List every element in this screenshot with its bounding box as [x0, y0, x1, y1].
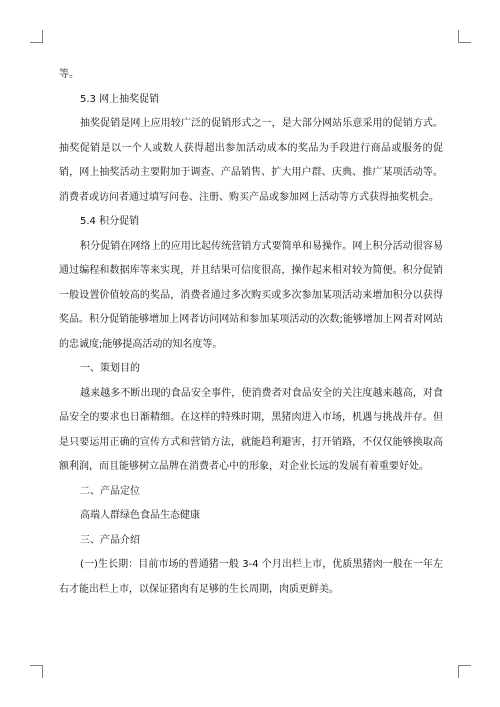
crop-mark-top-left [30, 30, 43, 43]
section-heading-product-positioning: 二、产品定位 [80, 485, 140, 497]
section-heading-product-intro: 三、产品介绍 [80, 534, 140, 546]
paragraph-points-promotion: 积分促销在网络上的应用比起传统营销方式要简单和易操作。网上积分活动很容易通过编程和数据库等来实现，并且结果可信度很高，操作起来相对较为简便。积分促销一般设置价值较高的奖品，消费者通过多次购买或多次参加某项活动来增加积分以获得奖品。积分促销能够增加上网者访问网站和参加某项活动的次数;能够增加上网者对网站的忠诚度;能够提高活动的知名度等。 [59, 240, 443, 350]
paragraph-lottery-promotion: 抽奖促销是网上应用较广泛的促销形式之一，是大部分网站乐意采用的促销方式。抽奖促销是以一个人或数人获得超出参加活动成本的奖品为手段进行商品或服务的促销，网上抽奖活动主要附加于调查、产品销售、扩大用户群、庆典、推广某项活动等。消费者或访问者通过填写问卷、注册、购买产品或参加网上活动等方式获得抽奖机会。 [59, 118, 443, 203]
paragraph-planning-purpose: 越来越多不断出现的食品安全事件，使消费者对食品安全的关注度越来越高，对食品安全的要求也日渐精细。在这样的特殊时期，黑猪肉进入市场，机遇与挑战并存。但是只要运用正确的宣传方式和营销方法，就能趋利避害，打开销路，不仅仅能够换取高额利润，而且能够树立品牌在消费者心中的形象，对企业长远的发展有着重要好处。 [59, 387, 443, 472]
crop-mark-bottom-right [458, 665, 471, 678]
paragraph-growth-period: (一)生长期：目前市场的普通猪一般 3-4 个月出栏上市，优质黑猪肉一般在一年左右才能出栏上市，以保证猪肉有足够的生长周期，肉质更鲜美。 [59, 559, 443, 595]
section-heading-planning-purpose: 一、策划目的 [80, 363, 140, 374]
paragraph-product-positioning: 高端人群绿色食品生态健康 [80, 510, 200, 521]
paragraph-continuation: 等。 [59, 69, 79, 80]
document-body [59, 63, 443, 602]
crop-mark-bottom-left [30, 665, 43, 678]
section-heading-5-3: 5.3 网上抽奖促销 [80, 93, 160, 105]
crop-mark-top-right [458, 30, 471, 43]
section-heading-5-4: 5.4 积分促销 [80, 216, 140, 227]
